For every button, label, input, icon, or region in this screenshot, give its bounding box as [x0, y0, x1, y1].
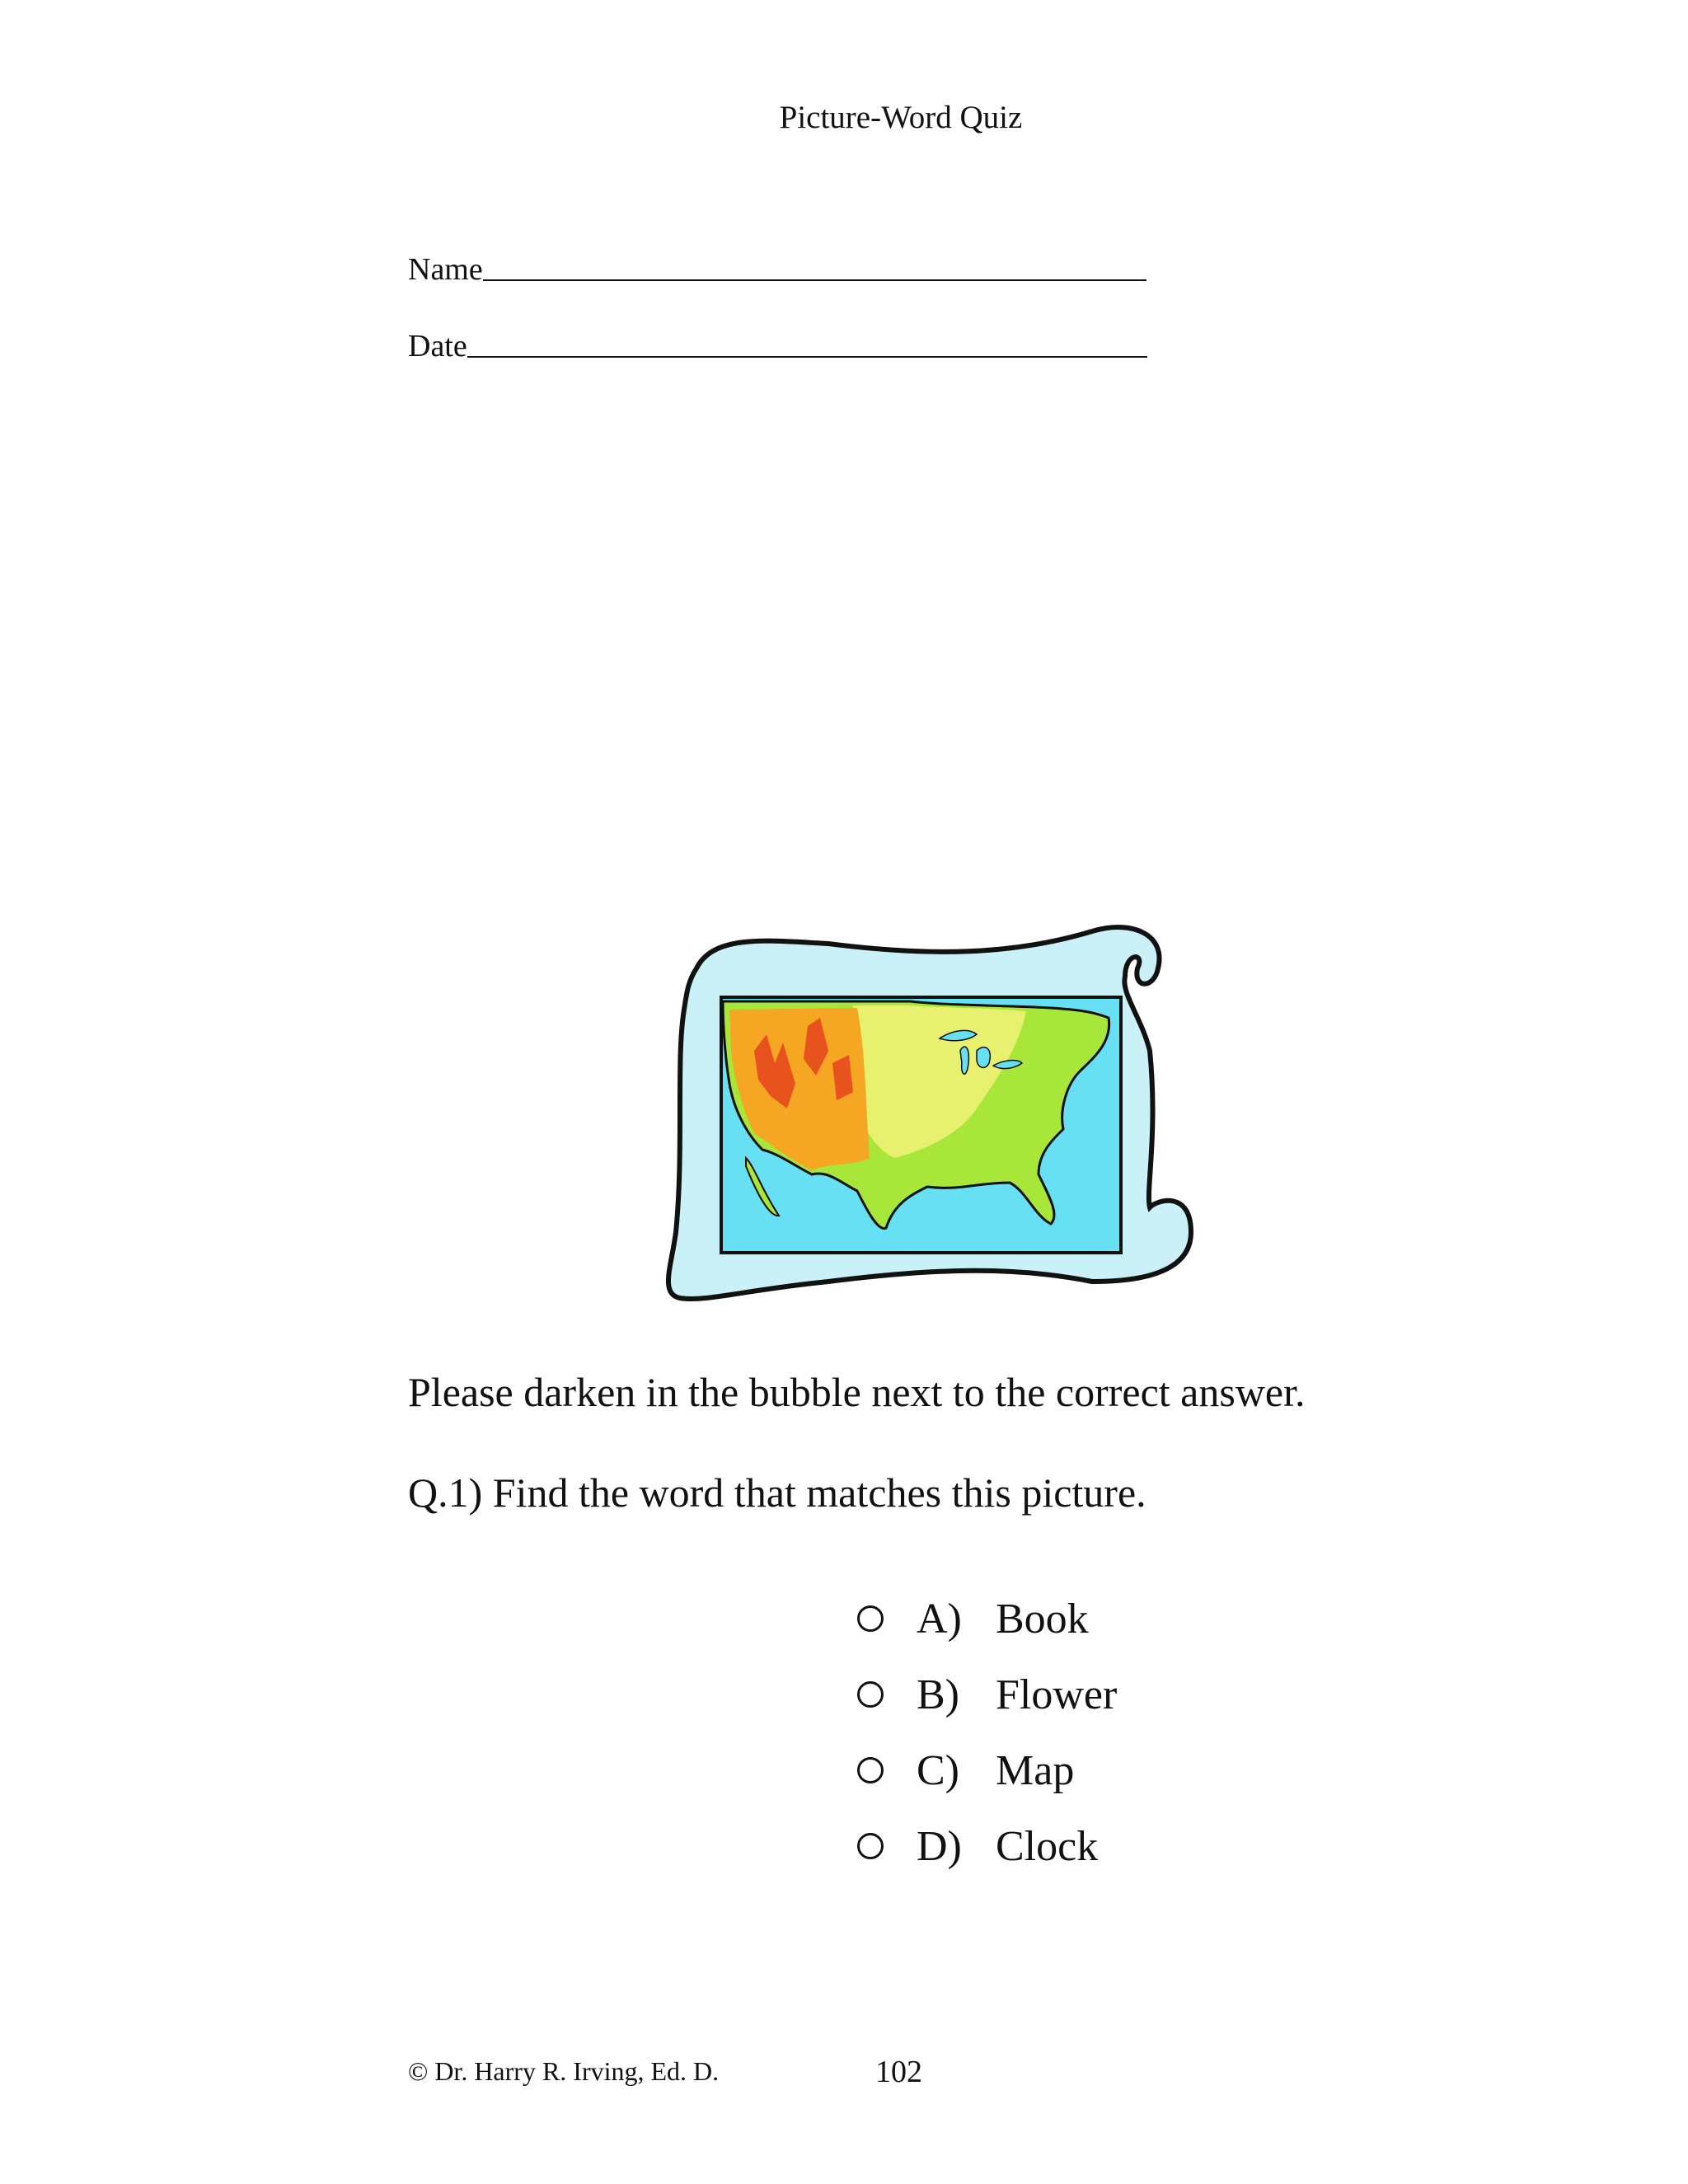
choice-word: Clock	[996, 1822, 1099, 1870]
date-line[interactable]	[467, 355, 1147, 358]
name-line[interactable]	[483, 279, 1146, 281]
bubble[interactable]	[857, 1681, 884, 1708]
choice-letter: A)	[917, 1595, 962, 1643]
choice-d[interactable]	[857, 1808, 1117, 1884]
choice-letter: B)	[917, 1671, 959, 1718]
choice-word: Flower	[996, 1671, 1118, 1718]
date-label: Date	[408, 329, 467, 363]
choice-word: Map	[996, 1746, 1075, 1794]
bubble[interactable]	[857, 1605, 884, 1632]
instruction-text: Please darken in the bubble next to the correct answer.	[408, 1369, 1306, 1415]
date-field[interactable]	[408, 328, 1147, 364]
us-map-icon	[663, 919, 1216, 1315]
map-lakes	[960, 1047, 968, 1074]
choice-letter: C)	[917, 1746, 959, 1794]
page-number: 102	[875, 2055, 922, 2089]
bubble[interactable]	[857, 1757, 884, 1783]
footer-copyright: © Dr. Harry R. Irving, Ed. D.	[408, 2056, 720, 2086]
choice-c[interactable]	[857, 1732, 1117, 1808]
question-text: Q.1) Find the word that matches this picture.	[408, 1469, 1146, 1516]
map-lakes	[977, 1047, 990, 1068]
bubble[interactable]	[857, 1833, 884, 1859]
page-title: Picture-Word Quiz	[779, 100, 1023, 135]
choice-b[interactable]	[857, 1657, 1117, 1732]
choice-word: Book	[996, 1595, 1089, 1643]
choice-letter: D)	[917, 1822, 962, 1870]
name-label: Name	[408, 252, 483, 287]
name-field[interactable]	[408, 251, 1146, 288]
answer-choices	[857, 1581, 1117, 1884]
choice-a[interactable]	[857, 1581, 1117, 1657]
